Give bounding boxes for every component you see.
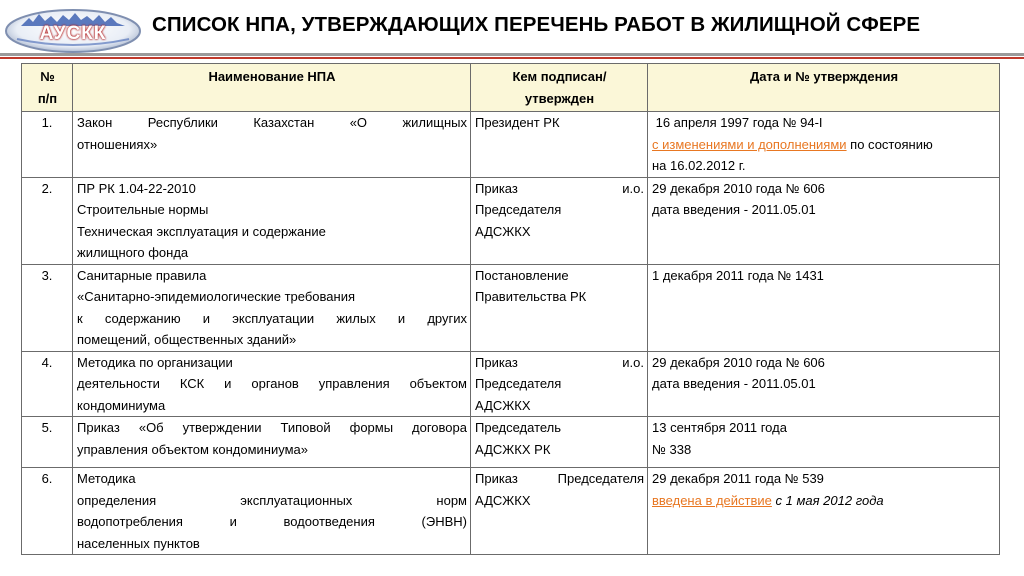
header-num: № п/п	[22, 64, 73, 112]
row-signed: Президент РК	[471, 112, 648, 178]
row-name: Санитарные правила «Санитарно-эпидемиологические требования к содержанию и эксплуатации жилых и других помещений, общественных зданий»	[73, 264, 471, 351]
table-row	[22, 468, 1000, 555]
table-row	[22, 417, 1000, 468]
npa-table	[21, 63, 1000, 555]
row-date: 13 сентября 2011 года № 338	[648, 417, 1000, 468]
row-date: 1 декабря 2011 года № 1431	[648, 264, 1000, 351]
row-num: 1.	[22, 112, 73, 178]
header-divider	[0, 53, 1024, 56]
header-date: Дата и № утверждения	[648, 64, 1000, 112]
row-name: Методика по организации деятельности КСК и органов управления объектом кондоминиума	[73, 351, 471, 417]
row-signed: Председатель АДСЖКХ РК	[471, 417, 648, 468]
row-date: 29 декабря 2010 года № 606 дата введения - 2011.05.01	[648, 351, 1000, 417]
row-name: Закон Республики Казахстан «О жилищных отношениях»	[73, 112, 471, 178]
effective-date-link[interactable]: введена в действие	[652, 492, 772, 508]
logo	[3, 6, 143, 54]
row-signed: Приказ и.о. Председателя АДСЖКХ	[471, 351, 648, 417]
row-num: 2.	[22, 177, 73, 264]
table-row	[22, 177, 1000, 264]
row-num: 4.	[22, 351, 73, 417]
row-date: 29 декабря 2010 года № 606 дата введения - 2011.05.01	[648, 177, 1000, 264]
header-accent-line	[0, 57, 1024, 59]
row-signed: Постановление Правительства РК	[471, 264, 648, 351]
row-num: 5.	[22, 417, 73, 468]
header-name: Наименование НПА	[73, 64, 471, 112]
row-signed: Приказ Председателя АДСЖКХ	[471, 468, 648, 555]
row-signed: Приказ и.о. Председателя АДСЖКХ	[471, 177, 648, 264]
logo-text: АУСКК	[39, 23, 107, 44]
row-name: ПР РК 1.04-22-2010 Строительные нормы Техническая эксплуатация и содержание жилищного фонда	[73, 177, 471, 264]
row-name: Методика определения эксплуатационных норм водопотребления и водоотведения (ЭНВН) населенных пунктов	[73, 468, 471, 555]
row-date: 16 апреля 1997 года № 94-I с изменениями и дополнениями по состоянию на 16.02.2012 г.	[648, 112, 1000, 178]
amendments-link[interactable]: с изменениями и дополнениями	[652, 136, 847, 152]
row-name: Приказ «Об утверждении Типовой формы договора управления объектом кондоминиума»	[73, 417, 471, 468]
row-num: 3.	[22, 264, 73, 351]
table-row	[22, 264, 1000, 351]
table-row	[22, 112, 1000, 178]
header-signed: Кем подписан/ утвержден	[471, 64, 648, 112]
row-num: 6.	[22, 468, 73, 555]
page-title: СПИСОК НПА, УТВЕРЖДАЮЩИХ ПЕРЕЧЕНЬ РАБОТ В ЖИЛИЩНОЙ СФЕРЕ	[152, 13, 921, 36]
table-row	[22, 351, 1000, 417]
table-header-row	[22, 64, 1000, 112]
row-date: 29 декабря 2011 года № 539 введена в действие с 1 мая 2012 года	[648, 468, 1000, 555]
